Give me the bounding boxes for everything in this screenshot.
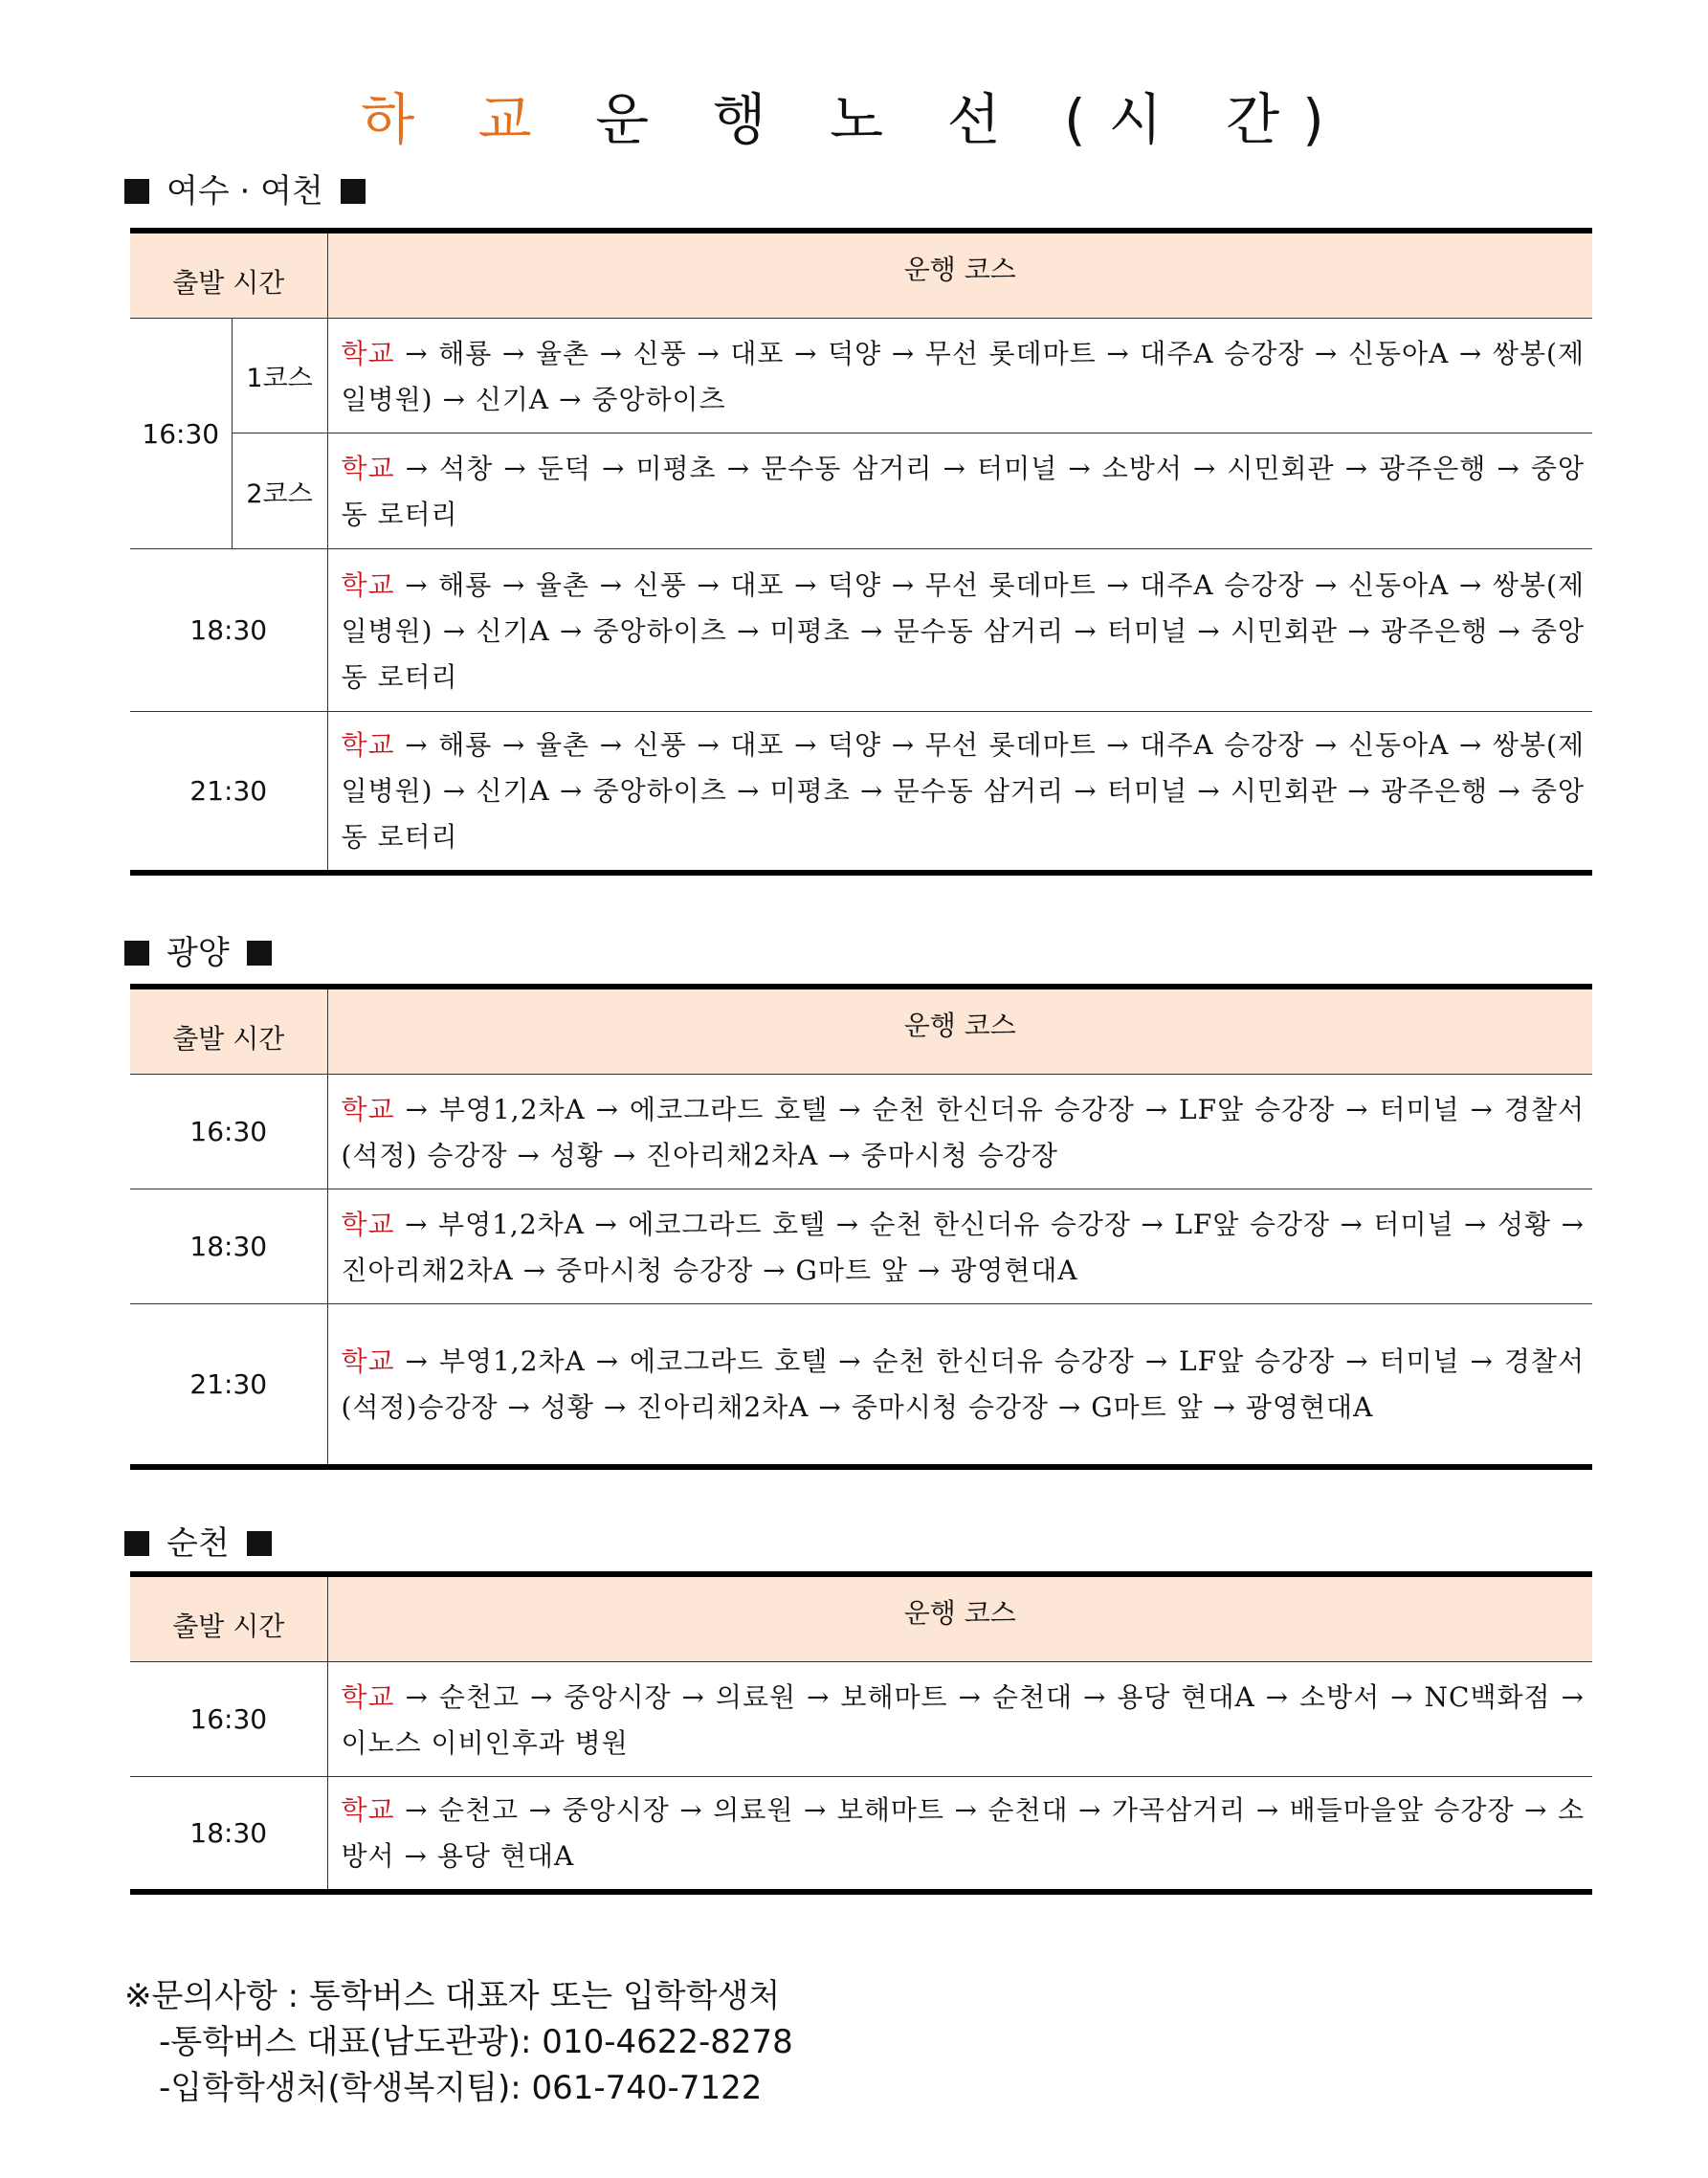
departure-time: 16:30 <box>130 319 232 549</box>
route-text: → 석창 → 둔덕 → 미평초 → 문수동 삼거리 → 터미널 → 소방서 → 시민회관 → 광주은행 → 중앙동 로터리 <box>341 453 1585 530</box>
table-row <box>130 433 1592 549</box>
section-heading-suncheon <box>124 1517 272 1564</box>
route-cell <box>327 1075 1592 1189</box>
route-text: → 부영1,2차A → 에코그라드 호텔 → 순천 한신더유 승강장 → LF앞 승강장 → 터미널 → 경찰서(석정) 승강장 → 성황 → 진아리채2차A → 중마시청 승강장 <box>341 1093 1585 1171</box>
contact-info <box>124 1973 793 2111</box>
school-label: 학교 <box>341 1345 395 1378</box>
route-text: → 부영1,2차A → 에코그라드 호텔 → 순천 한신더유 승강장 → LF앞 승강장 → 터미널 → 경찰서(석정)승강장 → 성황 → 진아리채2차A → 중마시청 승강장 → G마트 앞 → 광영현대A <box>341 1345 1585 1424</box>
school-label: 학교 <box>341 1794 395 1827</box>
header-time: 출발 시간 <box>130 231 327 319</box>
table-row <box>130 1304 1592 1467</box>
school-label: 학교 <box>341 1208 395 1240</box>
table-row <box>130 549 1592 712</box>
square-bullet-icon <box>341 179 366 204</box>
table-header-row <box>130 1574 1592 1662</box>
route-cell <box>327 433 1592 549</box>
school-label: 학교 <box>341 1093 395 1125</box>
school-label: 학교 <box>341 729 395 762</box>
course-number: 1코스 <box>232 319 327 433</box>
section-heading-gwangyang <box>124 926 272 973</box>
header-course: 운행 코스 <box>327 231 1592 319</box>
departure-time: 16:30 <box>130 1075 327 1189</box>
table-row <box>130 1189 1592 1304</box>
schedule-table-suncheon <box>130 1571 1592 1895</box>
route-cell <box>327 712 1592 873</box>
route-cell <box>327 1189 1592 1304</box>
square-bullet-icon <box>124 179 149 204</box>
table-row <box>130 319 1592 433</box>
route-cell <box>327 549 1592 712</box>
course-number: 2코스 <box>232 433 327 549</box>
square-bullet-icon <box>247 1531 272 1556</box>
route-text: → 순천고 → 중앙시장 → 의료원 → 보해마트 → 순천대 → 용당 현대A → 소방서 → NC백화점 → 이노스 이비인후과 병원 <box>341 1680 1585 1759</box>
departure-time: 18:30 <box>130 1777 327 1892</box>
section-name: 순천 <box>166 1524 230 1563</box>
contact-line-office: -입학학생처(학생복지팀): 061-740-7122 <box>159 2069 763 2107</box>
square-bullet-icon <box>124 1531 149 1556</box>
table-row <box>130 1075 1592 1189</box>
school-label: 학교 <box>341 453 395 484</box>
section-name: 광양 <box>166 934 230 972</box>
section-name: 여수 · 여천 <box>166 172 323 211</box>
departure-time: 18:30 <box>130 1189 327 1304</box>
page-title <box>0 75 1708 155</box>
table-header-row <box>130 987 1592 1075</box>
title-highlight: 하 교 <box>361 87 555 152</box>
schedule-table-gwangyang <box>130 984 1592 1470</box>
section-heading-yeosu <box>124 165 366 211</box>
departure-time: 16:30 <box>130 1662 327 1777</box>
header-course: 운행 코스 <box>327 987 1592 1075</box>
school-label: 학교 <box>341 568 395 601</box>
departure-time: 18:30 <box>130 549 327 712</box>
route-text: → 해룡 → 율촌 → 신풍 → 대포 → 덕양 → 무선 롯데마트 → 대주A 승강장 → 신동아A → 쌍봉(제일병원) → 신기A → 중앙하이츠 <box>341 337 1585 415</box>
table-row <box>130 1662 1592 1777</box>
contact-line-bus: -통학버스 대표(남도관광): 010-4622-8278 <box>159 2023 793 2061</box>
departure-time: 21:30 <box>130 712 327 873</box>
route-cell <box>327 319 1592 433</box>
route-text: → 부영1,2차A → 에코그라드 호텔 → 순천 한신더유 승강장 → LF앞 승강장 → 터미널 → 성황 → 진아리채2차A → 중마시청 승강장 → G마트 앞 → 광영현대A <box>341 1208 1585 1286</box>
schedule-table-yeosu <box>130 228 1592 876</box>
school-label: 학교 <box>341 337 395 369</box>
route-cell <box>327 1777 1592 1892</box>
square-bullet-icon <box>247 941 272 966</box>
table-header-row <box>130 231 1592 319</box>
route-text: → 해룡 → 율촌 → 신풍 → 대포 → 덕양 → 무선 롯데마트 → 대주A 승강장 → 신동아A → 쌍봉(제일병원) → 신기A → 중앙하이츠 → 미평초 → 문수동 삼거리 → 터미널 → 시민회관 → 광주은행 → 중앙동 로터리 <box>341 729 1585 854</box>
table-row <box>130 712 1592 873</box>
departure-time: 21:30 <box>130 1304 327 1467</box>
route-cell <box>327 1662 1592 1777</box>
header-time: 출발 시간 <box>130 987 327 1075</box>
square-bullet-icon <box>124 941 149 966</box>
header-time: 출발 시간 <box>130 1574 327 1662</box>
route-text: → 순천고 → 중앙시장 → 의료원 → 보해마트 → 순천대 → 가곡삼거리 → 배들마을앞 승강장 → 소방서 → 용당 현대A <box>341 1794 1585 1873</box>
header-course: 운행 코스 <box>327 1574 1592 1662</box>
route-text: → 해룡 → 율촌 → 신풍 → 대포 → 덕양 → 무선 롯데마트 → 대주A 승강장 → 신동아A → 쌍봉(제일병원) → 신기A → 중앙하이츠 → 미평초 → 문수동 삼거리 → 터미널 → 시민회관 → 광주은행 → 중앙동 로터리 <box>341 568 1585 693</box>
contact-line-inquiry: ※문의사항 : 통학버스 대표자 또는 입학학생처 <box>124 1977 781 2015</box>
title-rest: 운 행 노 선 (시 간) <box>595 87 1347 152</box>
school-label: 학교 <box>341 1680 395 1713</box>
route-cell <box>327 1304 1592 1467</box>
table-row <box>130 1777 1592 1892</box>
